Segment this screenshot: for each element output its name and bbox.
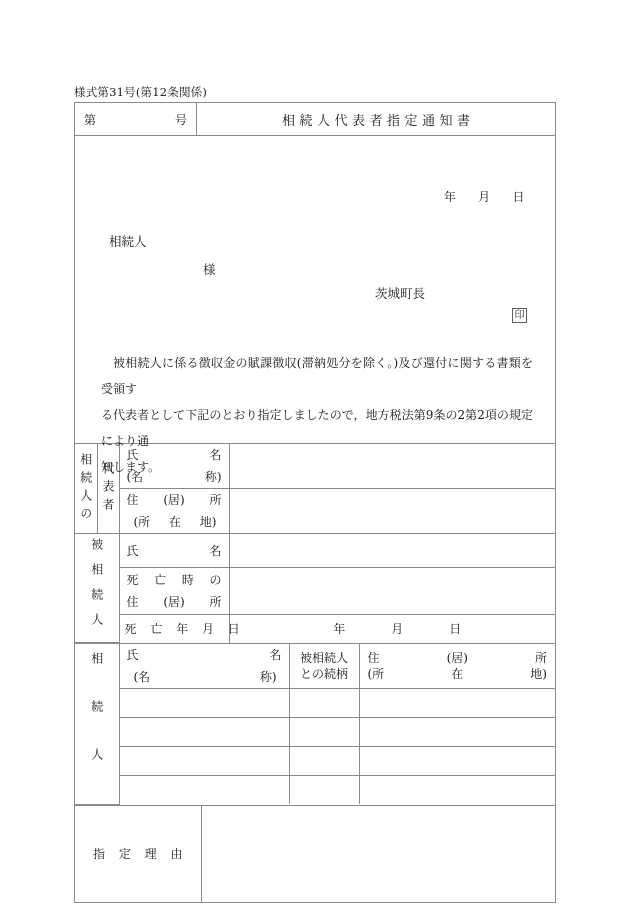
- table-row: [75, 615, 555, 643]
- heir-address-value[interactable]: [359, 747, 555, 776]
- issue-date-day: 日: [512, 190, 525, 204]
- issuer-name: 茨城町長: [375, 286, 426, 301]
- decedent-vertical-label: 被相続人: [75, 534, 119, 643]
- heir-address-value[interactable]: [359, 689, 555, 718]
- document-title: 相続人代表者指定通知書: [281, 113, 475, 129]
- heir-relation-value[interactable]: [289, 776, 359, 805]
- representative-vertical-label-inner: 代表者: [97, 444, 119, 534]
- representative-address-value[interactable]: [229, 489, 555, 534]
- reason-label: 指 定 理 由: [75, 805, 201, 902]
- death-date-value[interactable]: [229, 615, 555, 643]
- notice-paragraph-line-2: る代表者として下記のとおり指定しましたので，地方税法第9条の2第2項の規定により通: [101, 408, 533, 448]
- issue-date-month: 月: [478, 190, 491, 204]
- death-date-year: 年: [333, 622, 346, 637]
- heir-relation-value[interactable]: [289, 689, 359, 718]
- representative-vertical-label-outer: 相続人の: [75, 444, 97, 534]
- heirs-relation-header: 被相続人 との続柄: [289, 644, 359, 689]
- heir-name-value[interactable]: [119, 747, 289, 776]
- representative-name-label: 氏 名 (名 称): [119, 444, 229, 489]
- heirs-vertical-label: 相続人: [75, 644, 119, 805]
- notice-paragraph: [101, 350, 533, 480]
- heir-name-value[interactable]: [119, 718, 289, 747]
- document-number-prefix: 第: [84, 112, 97, 127]
- heirs-name-header: 氏 名 (名 称): [119, 644, 289, 689]
- title-row: [75, 103, 555, 136]
- document-number-suffix: 号: [174, 112, 187, 127]
- notice-paragraph-line-1: 被相続人に係る徴収金の賦課徴収(滞納処分を除く。)及び還付に関する書類を受領す: [101, 356, 533, 396]
- notice-paragraph-line-3: 知します。: [101, 460, 161, 474]
- addressee-honorific: 様: [203, 262, 216, 277]
- decedent-address-value[interactable]: [229, 568, 555, 615]
- table-row: [75, 776, 555, 805]
- heir-address-value[interactable]: [359, 718, 555, 747]
- heirs-header-row: [75, 644, 555, 689]
- heir-relation-value[interactable]: [289, 747, 359, 776]
- decedent-name-label: 氏 名: [119, 534, 229, 568]
- notice-form-frame: [74, 102, 556, 903]
- issue-date-line[interactable]: [444, 188, 525, 205]
- table-row: [75, 489, 555, 534]
- decedent-address-label: 死 亡 時 の 住 (居) 所: [119, 568, 229, 615]
- document-number-cell[interactable]: [75, 103, 197, 135]
- seal-stamp-box: 印: [512, 308, 527, 323]
- table-row: [75, 534, 555, 568]
- heir-name-value[interactable]: [119, 689, 289, 718]
- issue-date-year: 年: [443, 190, 457, 204]
- table-row: [75, 747, 555, 776]
- table-row: [75, 689, 555, 718]
- addressee-label: 相続人: [109, 234, 147, 249]
- reason-value[interactable]: [201, 805, 555, 902]
- heir-relation-value[interactable]: [289, 718, 359, 747]
- table-row: [75, 718, 555, 747]
- death-date-label: 死 亡 年 月 日: [119, 615, 229, 643]
- form-number: 様式第31号(第12条関係): [74, 85, 208, 99]
- heir-name-value[interactable]: [119, 776, 289, 805]
- heirs-table: [75, 643, 555, 805]
- death-date-day: 日: [449, 622, 462, 637]
- table-row: [75, 805, 555, 902]
- heirs-address-header: 住 (居) 所 (所 在 地): [359, 644, 555, 689]
- reason-table: [75, 805, 555, 902]
- death-date-month: 月: [391, 622, 404, 637]
- table-row: [75, 568, 555, 615]
- representative-address-label: 住 (居) 所 (所 在 地): [119, 489, 229, 534]
- heir-address-value[interactable]: [359, 776, 555, 805]
- decedent-name-value[interactable]: [229, 534, 555, 568]
